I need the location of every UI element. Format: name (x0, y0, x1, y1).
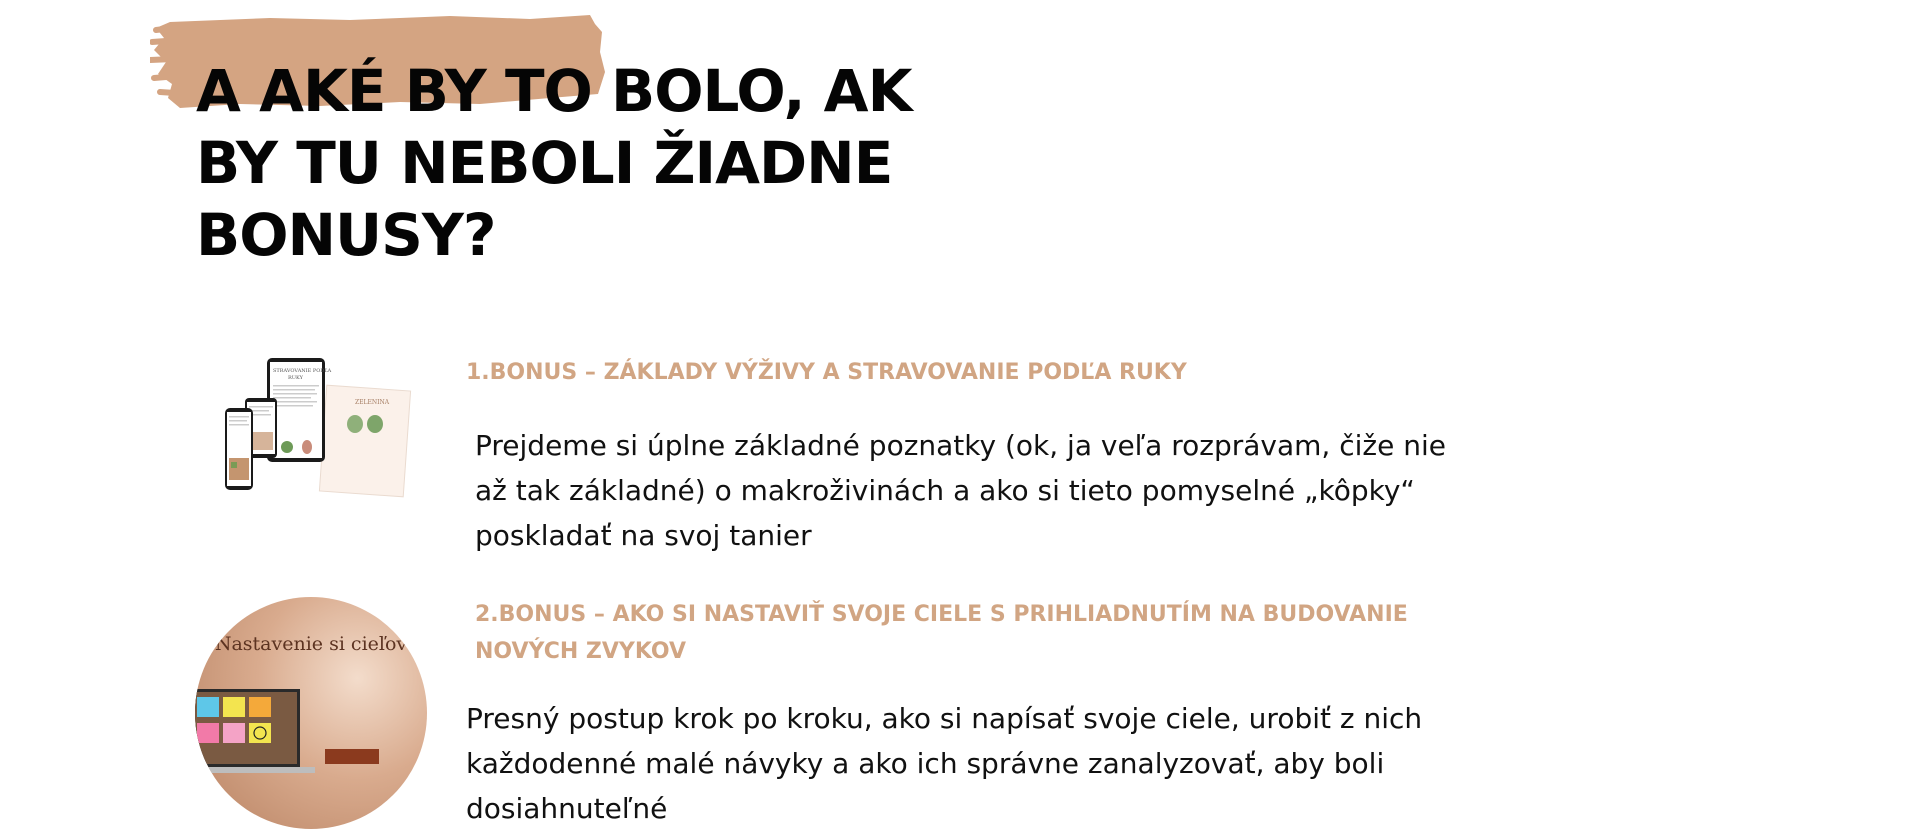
bonus-2-description-line: Presný postup krok po kroku, ako si napísať svoje ciele, urobiť z nich (466, 702, 1423, 735)
circle-thumbnail-title: Nastavenie si cieľov (214, 633, 408, 655)
headline-line-2: BY TU NEBOLI ŽIADNE (196, 129, 893, 197)
bonus-2-title (475, 596, 1408, 670)
bonus-2-description (466, 696, 1422, 831)
laptop-sticky-notes-graphic (195, 689, 315, 799)
headline-line-1: A AKÉ BY TO BOLO, AK (196, 57, 912, 125)
svg-text:RUKY: RUKY (288, 375, 303, 381)
bonus-1-description-line: Prejdeme si úplne základné poznatky (ok, ja veľa rozprávam, čiže nie (475, 429, 1446, 462)
bonus-2-title-line: 2.BONUS – AKO SI NASTAVIŤ SVOJE CIELE S PRIHLIADNUTÍM NA BUDOVANIE (475, 602, 1408, 627)
bonus-1-description-line: poskladať na svoj tanier (475, 519, 812, 552)
bonus-1-description-line: až tak základné) o makroživinách a ako si tieto pomyselné „kôpky“ (475, 474, 1415, 507)
bonus-2-description-line: dosiahnuteľné (466, 792, 668, 825)
ebook-device-mockup-icon (215, 352, 415, 502)
bonus-2-title-line: NOVÝCH ZVYKOV (475, 639, 687, 664)
svg-text:ZELENINA: ZELENINA (355, 399, 390, 406)
goals-circle-thumbnail-icon (195, 597, 427, 829)
headline-line-3: BONUSY? (196, 201, 496, 269)
svg-text:STRAVOVANIE PODĽA: STRAVOVANIE PODĽA (273, 368, 332, 374)
bonus-1-title: 1.BONUS – ZÁKLADY VÝŽIVY A STRAVOVANIE PODĽA RUKY (466, 360, 1187, 385)
page-headline (196, 55, 916, 271)
circle-thumbnail-button (325, 749, 379, 764)
bonus-2-description-line: každodenné malé návyky a ako ich správne zanalyzovať, aby boli (466, 747, 1385, 780)
bonus-1-description (475, 423, 1446, 558)
